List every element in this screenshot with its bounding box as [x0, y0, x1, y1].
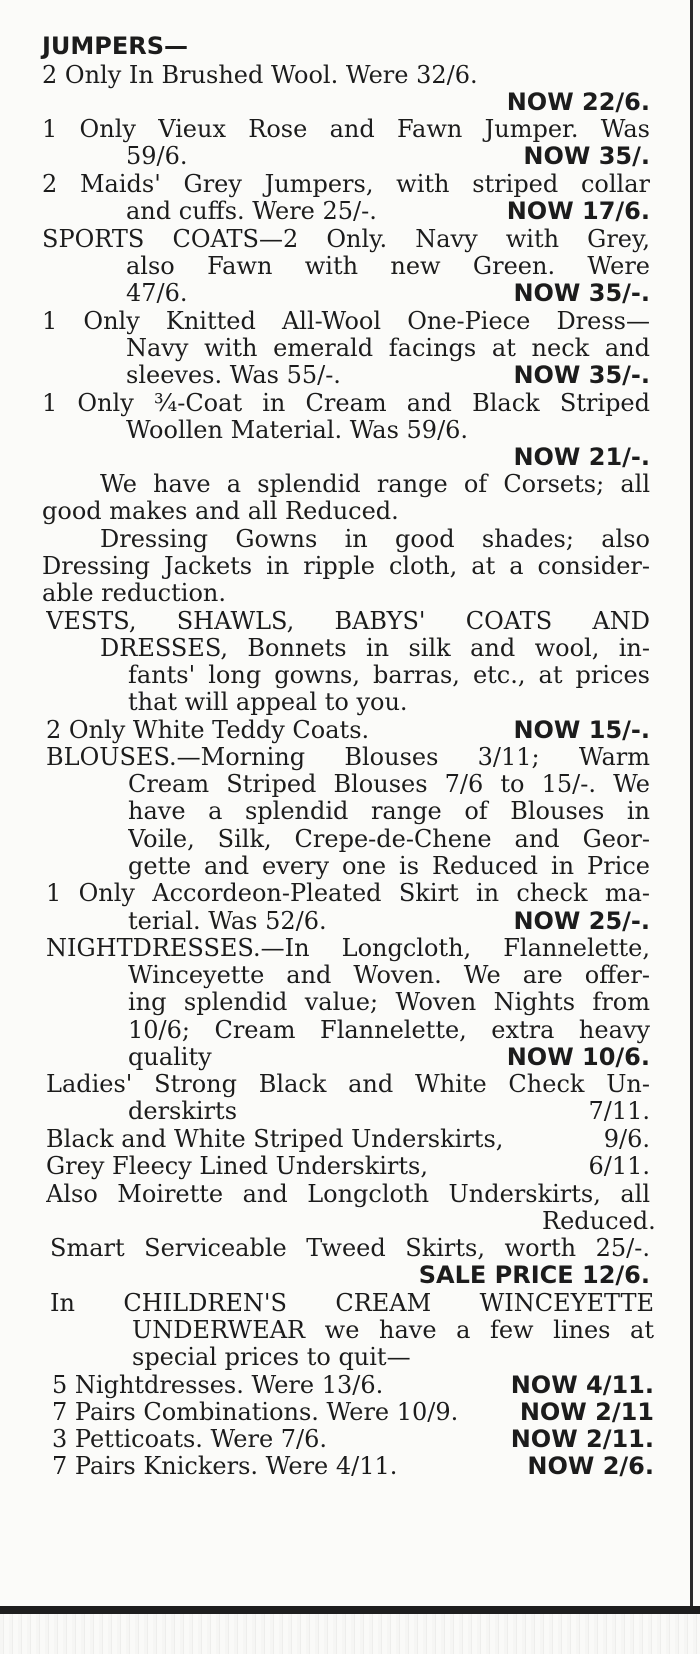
section-heading: JUMPERS—: [42, 32, 189, 60]
item-line: Dressing Jackets in ripple cloth, at a consider-: [42, 552, 650, 580]
price-tag: NOW 21/-.: [513, 443, 650, 471]
item-line: 1 Only Vieux Rose and Fawn Jumper. Was: [42, 115, 650, 143]
item-line: ing splendid value; Woven Nights from: [128, 988, 650, 1016]
item-line: gette and every one is Reduced in Price: [128, 852, 650, 880]
item-line: fants' long gowns, barras, etc., at prices: [128, 661, 650, 689]
item-line: Woollen Material. Was 59/6.: [126, 416, 469, 444]
item-line: BLOUSES.—Morning Blouses 3/11; Warm: [46, 743, 650, 771]
item-line: 2 Only White Teddy Coats.: [46, 716, 370, 744]
item-line: that will appeal to you.: [128, 688, 408, 716]
item-line: 1 Only Knitted All-Wool One-Piece Dress—: [42, 307, 650, 335]
item-line: 7 Pairs Knickers. Were 4/11.: [52, 1452, 398, 1480]
item-line: NIGHTDRESSES.—In Longcloth, Flannelette,: [46, 934, 650, 962]
price-tag: NOW 15/-.: [513, 716, 650, 744]
item-line: Voile, Silk, Crepe-de-Chene and Geor-: [128, 825, 650, 853]
price-tag: NOW 2/11: [519, 1398, 654, 1426]
item-line: 10/6; Cream Flannelette, extra heavy: [128, 1016, 650, 1044]
item-line: 1 Only ¾-Coat in Cream and Black Striped: [42, 389, 650, 417]
item-line: Ladies' Strong Black and White Check Un-: [46, 1070, 650, 1098]
item-line: 3 Petticoats. Were 7/6.: [52, 1425, 328, 1453]
column-rule-bottom: [0, 1606, 700, 1614]
price-tag: NOW 35/.: [523, 142, 650, 170]
price-tag: 9/6.: [603, 1125, 650, 1153]
item-line: Navy with emerald facings at neck and: [126, 334, 650, 362]
item-line: SPORTS COATS—2 Only. Navy with Grey,: [42, 225, 650, 253]
item-line: also Fawn with new Green. Were: [126, 252, 650, 280]
item-line: Reduced.: [542, 1207, 656, 1235]
item-line: Also Moirette and Longcloth Underskirts, all: [46, 1180, 650, 1208]
item-line: Black and White Striped Underskirts,: [46, 1125, 504, 1153]
item-line: UNDERWEAR we have a few lines at: [132, 1316, 654, 1344]
item-line: Smart Serviceable Tweed Skirts, worth 25/-.: [50, 1234, 650, 1262]
price-tag: 6/11.: [588, 1152, 650, 1180]
item-line: and cuffs. Were 25/-.: [126, 197, 377, 225]
price-tag: NOW 10/6.: [506, 1043, 650, 1071]
price-tag: NOW 35/-.: [513, 361, 650, 389]
item-line: special prices to quit—: [132, 1343, 411, 1371]
price-tag: NOW 2/6.: [527, 1452, 654, 1480]
price-tag: NOW 2/11.: [510, 1425, 654, 1453]
item-line: 2 Only In Brushed Wool. Were 32/6.: [42, 61, 478, 89]
price-tag: NOW 17/6.: [506, 197, 650, 225]
paper-texture: [0, 1614, 700, 1654]
price-tag: NOW 35/-.: [513, 279, 650, 307]
item-line: able reduction.: [42, 579, 226, 607]
item-line: Winceyette and Woven. We are offer-: [128, 961, 650, 989]
item-line: 5 Nightdresses. Were 13/6.: [52, 1371, 384, 1399]
item-line: Cream Striped Blouses 7/6 to 15/-. We: [128, 770, 650, 798]
item-line: 1 Only Accordeon-Pleated Skirt in check ma-: [46, 879, 650, 907]
item-line: DRESSES, Bonnets in silk and wool, in-: [100, 634, 650, 662]
item-line: We have a splendid range of Corsets; all: [100, 470, 650, 498]
item-line: sleeves. Was 55/-.: [126, 361, 341, 389]
item-line: In CHILDREN'S CREAM WINCEYETTE: [50, 1289, 654, 1317]
item-line: derskirts: [128, 1097, 238, 1125]
item-line: 59/6.: [126, 142, 188, 170]
item-line: 2 Maids' Grey Jumpers, with striped collar: [42, 170, 650, 198]
item-line: 47/6.: [126, 279, 188, 307]
price-tag: SALE PRICE 12/6.: [418, 1261, 650, 1289]
item-line: terial. Was 52/6.: [128, 907, 327, 935]
item-line: Dressing Gowns in good shades; also: [100, 525, 650, 553]
item-line: good makes and all Reduced.: [42, 497, 399, 525]
item-line: Grey Fleecy Lined Underskirts,: [46, 1152, 428, 1180]
item-line: VESTS, SHAWLS, BABYS' COATS AND: [46, 607, 650, 635]
item-line: 7 Pairs Combinations. Were 10/9.: [52, 1398, 459, 1426]
price-tag: NOW 25/-.: [513, 907, 650, 935]
price-tag: 7/11.: [588, 1097, 650, 1125]
item-line: have a splendid range of Blouses in: [128, 797, 650, 825]
price-tag: NOW 22/6.: [506, 88, 650, 116]
item-line: quality: [128, 1043, 212, 1071]
price-tag: NOW 4/11.: [510, 1371, 654, 1399]
